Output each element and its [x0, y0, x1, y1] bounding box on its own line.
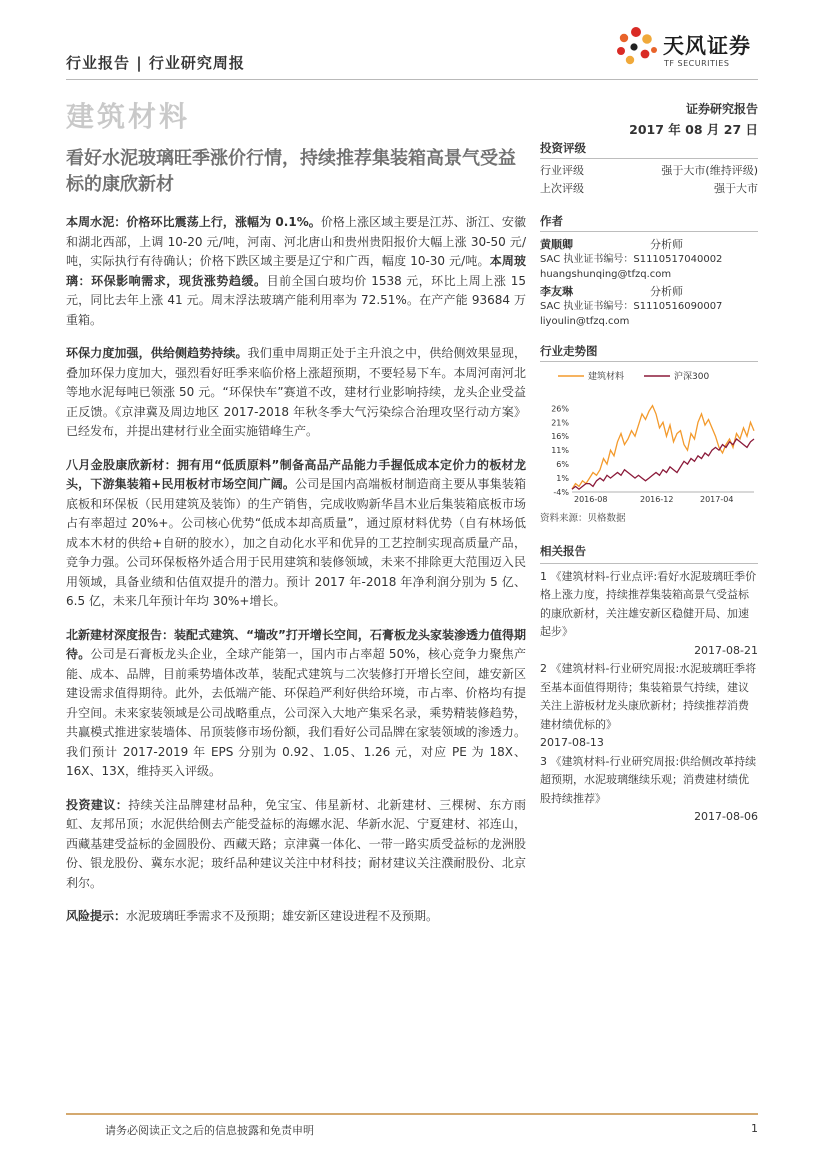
related-report-item[interactable]: 2 《建筑材料-行业研究周报:水泥玻璃旺季将至基本面值得期待；集装箱景气持续，建议关注上游板材龙头康欣新材；持续推荐消费建材绩优标的》 — [540, 662, 757, 731]
paragraph-kangxin — [66, 456, 526, 612]
y-tick-label: 21% — [551, 418, 569, 428]
paragraph-environment — [66, 344, 526, 442]
footer-disclaimer: 请务必阅读正文之后的信息披露和免责申明 — [105, 1124, 314, 1137]
series-line-index — [572, 439, 754, 489]
author-name: 李友琳 — [540, 285, 573, 298]
related-reports — [540, 542, 758, 827]
y-tick-label: 6% — [556, 460, 569, 470]
paragraph-lead: 八月金股康欣新材：拥有用“低质原料”制备高品产品能力手握低成本定价力的板材龙头，下游集装箱+民用板材市场空间广阔。 — [66, 457, 526, 491]
paragraph-lead: 投资建议： — [66, 797, 129, 812]
rating-heading: 投资评级 — [540, 140, 758, 159]
authors-box — [540, 213, 758, 329]
prev-rating-label: 上次评级 — [540, 182, 584, 195]
page-number: 1 — [751, 1122, 758, 1135]
x-tick-label: 2016-08 — [574, 495, 608, 504]
trend-chart — [540, 366, 758, 506]
paragraph-lead: 环保力度加强，供给侧趋势持续。 — [66, 346, 248, 360]
y-tick-label: 1% — [556, 474, 569, 484]
trend-heading: 行业走势图 — [540, 343, 758, 362]
paragraph-text: 我们重申周期正处于主升浪之中，供给侧效果显现，叠加环保力度加大，强烈看好旺季来临价格上涨超预期，不要轻易下车。本周河南河北等地水泥每吨已领涨 50 元。“环保快车”赛道不改，建材行业影响持续，龙头企业受益正反馈。《京津冀及周边地区 2017-2018 年秋冬季大气污染综合治理攻坚行动方案》已经发布，并提出建材行业全面实施错峰生产。 — [66, 346, 526, 438]
related-heading: 相关报告 — [540, 542, 758, 564]
logo-subtext: TF SECURITIES — [664, 59, 730, 68]
x-tick-label: 2016-12 — [640, 495, 674, 504]
author-email[interactable]: huangshunqing@tfzq.com — [540, 269, 672, 280]
author-role: 分析师 — [650, 285, 683, 298]
x-tick-label: 2017-04 — [700, 495, 734, 504]
paragraph-investment — [66, 796, 526, 894]
paragraph-beixin — [66, 626, 526, 782]
legend-label: 建筑材料 — [588, 372, 625, 382]
legend-label: 沪深300 — [674, 372, 710, 382]
related-report-date: 2017-08-06 — [694, 810, 758, 823]
logo-text: 天风证券 — [663, 34, 751, 58]
industry-rating-value: 强于大市(维持评级) — [661, 164, 758, 177]
paragraph-text: 价格上涨区域主要是江苏、浙江、安徽和湖北西部，上调 10-20 元/吨，河南、河北唐山和贵州贵阳报价大幅上涨 30-50 元/吨，实际执行有待确认；价格下跌区域主要是辽宁和广西，幅度 10-30 元/吨。 — [66, 215, 526, 268]
report-body — [66, 213, 526, 941]
authors-heading: 作者 — [540, 213, 758, 232]
author-card — [540, 284, 758, 329]
report-category: 行业报告 | 行业研究周报 — [66, 54, 245, 72]
logo-mark-icon — [612, 24, 660, 70]
header-divider — [66, 79, 758, 80]
paragraph-lead: 本周水泥：价格环比震荡上行，涨幅为 0.1%。 — [66, 215, 321, 229]
report-type: 证券研究报告 — [685, 102, 758, 116]
author-card — [540, 237, 758, 282]
paragraph-lead: 北新建材深度报告：装配式建筑、“墙改”打开增长空间，石膏板龙头家装渗透力值得期待。 — [66, 627, 526, 661]
author-email[interactable]: liyoulin@tfzq.com — [540, 316, 630, 327]
related-report-date: 2017-08-21 — [694, 643, 758, 657]
author-name: 黄顺卿 — [540, 238, 573, 251]
y-tick-label: 26% — [551, 404, 569, 414]
y-tick-label: 16% — [551, 432, 569, 442]
industry-rating-label: 行业评级 — [540, 164, 584, 177]
trend-box — [540, 343, 758, 524]
rating-box — [540, 140, 758, 198]
author-cert: SAC 执业证书编号：S1110517040002 — [540, 254, 723, 265]
paragraph-text: 水泥玻璃旺季需求不及预期；雄安新区建设进程不及预期。 — [126, 909, 439, 923]
paragraph-text: 持续关注品牌建材品种，免宝宝、伟星新材、北新建材、三棵树、东方雨虹、友邦吊顶；水泥供给侧去产能受益标的海螺水泥、华新水泥、宁夏建材、祁连山，西藏基建受益标的金圆股份、西藏天路；京津冀一体化、一带一路实质受益标的龙洲股份、银龙股份、冀东水泥；玻纤品种建议关注中材科技；耐材建议关注濮耐股份、北京利尔。 — [66, 797, 526, 890]
chart-source: 资料来源：贝格数据 — [540, 513, 626, 524]
y-tick-label: -4% — [553, 488, 569, 497]
related-report-item[interactable]: 3 《建筑材料-行业研究周报:供给侧改革持续超预期，水泥玻璃继续乐观；消费建材绩优股持续推荐》 — [540, 754, 757, 805]
related-report-item[interactable]: 1 《建筑材料-行业点评:看好水泥玻璃旺季价格上涨力度，持续推荐集装箱高景气受益标的康欣新材，关注雄安新区稳健开局、加速起步》 — [540, 569, 757, 638]
paragraph-text: 公司是石膏板龙头企业，全球产能第一，国内市占率超 50%，核心竞争力聚焦产能、成本、品牌，目前乘势墙体改革，装配式建筑与二次装修打开增长空间，雄安新区建设需求值得期待。此外，去低端产能、环保趋严利好供给环境，市占率、价格均有提升空间。未来家装领域是公司战略重点，公司深入大地产集采名录，乘势精装修趋势，共赢模式推进家装墙体、吊顶装修市场份额，我们看好公司品牌在家装领域的渗透力。我们预计 2017-2019 年 EPS 分别为 0.92、1.05、1.26 元，对应 PE 为 18X、16X、13X，维持买入评级。 — [66, 647, 526, 778]
paragraph-text: 目前全国白玻均价 1538 元，环比上周上涨 15 元，同比去年上涨 41 元。周末浮法玻璃产能利用率为 72.51%。在产产能 93684 万重箱。 — [66, 273, 526, 327]
y-tick-label: 11% — [551, 446, 569, 456]
prev-rating-value: 强于大市 — [714, 182, 758, 195]
report-title: 看好水泥玻璃旺季涨价行情，持续推荐集装箱高景气受益标的康欣新材 — [66, 148, 516, 195]
author-role: 分析师 — [650, 238, 683, 251]
sector-title: 建筑材料 — [66, 100, 191, 133]
related-report-date: 2017-08-13 — [540, 736, 604, 749]
paragraph-risk — [66, 907, 526, 927]
author-cert: SAC 执业证书编号：S1110516090007 — [540, 301, 723, 312]
paragraph-cement-glass — [66, 213, 526, 330]
paragraph-lead: 风险提示： — [66, 909, 127, 923]
paragraph-text: 公司是国内高端板材制造商主要从事集装箱底板和环保板（民用建筑及装饰）的生产销售，完成收购新华昌木业后集装箱底板市场占有率超过 20%+。公司核心优势“低成本却高质量”，通过原材料优势（自有林场低成本木材的供给+自研的胶水），加之自动化水平和优异的工艺控制实现高质量产品，竞争力强。公司环保板格外适合用于民用建筑和装修领域，未来不排除更大范围迈入民用领域，具备业绩和估值双提升的潜力。预计 2017 年-2018 年净利润分别为 5 亿、6.5 亿，未来几年预计年均 30%+增长。 — [66, 477, 526, 608]
paragraph-lead: 本周玻璃：环保影响需求，现货涨势趋缓。 — [66, 254, 526, 288]
footer-divider — [66, 1113, 758, 1115]
report-date: 2017 年 08 月 27 日 — [629, 122, 758, 137]
company-logo — [612, 24, 758, 70]
